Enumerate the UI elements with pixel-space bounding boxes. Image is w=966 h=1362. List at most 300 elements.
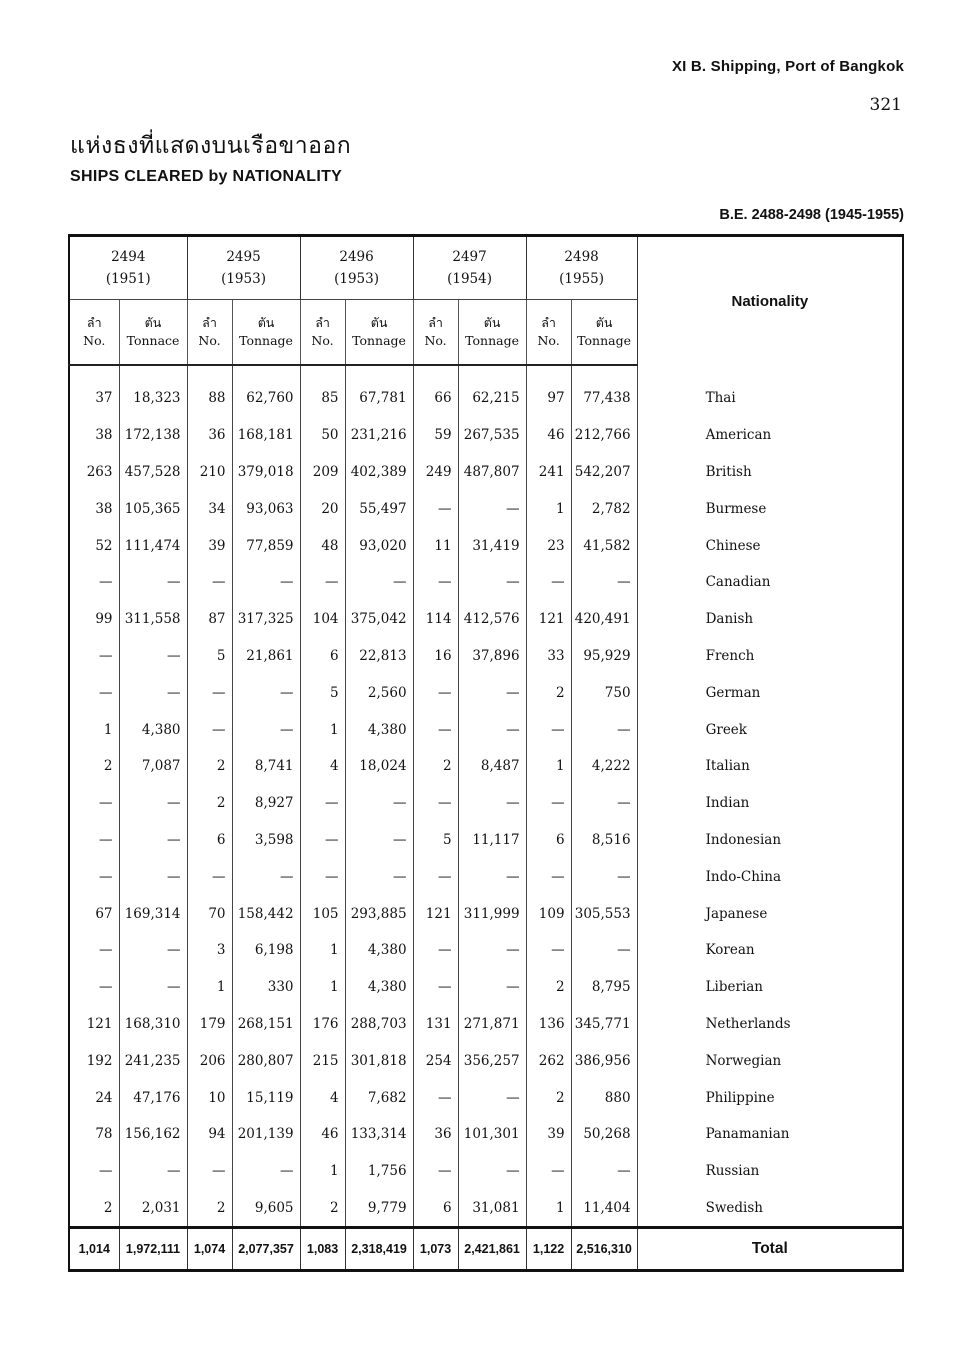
ships-count-cell: 38 — [69, 490, 119, 527]
ships-count-cell: 210 — [187, 454, 232, 491]
nationality-cell: Philippine — [637, 1079, 903, 1116]
nationality-cell: Panamanian — [637, 1116, 903, 1153]
year-be: 2495 — [226, 249, 261, 265]
tonnage-header-thai: ตัน — [483, 315, 501, 330]
tonnage-cell: 3,598 — [232, 822, 300, 859]
year-be: 2496 — [339, 249, 374, 265]
ships-count-cell: 34 — [187, 490, 232, 527]
ships-count-cell: 1 — [187, 969, 232, 1006]
year-ad: (1954) — [447, 271, 492, 287]
tonnage-cell: 168,310 — [119, 1006, 187, 1043]
ships-count-cell: — — [413, 711, 458, 748]
ships-count-cell: 2 — [526, 1079, 571, 1116]
tonnage-cell: — — [458, 785, 526, 822]
tonnage-cell: 2,031 — [119, 1190, 187, 1228]
nationality-cell: American — [637, 417, 903, 454]
tonnage-header — [458, 300, 526, 366]
page-number: 321 — [869, 95, 902, 115]
table-row — [69, 895, 903, 932]
table-row — [69, 932, 903, 969]
ships-count-cell: — — [300, 858, 345, 895]
tonnage-cell: — — [571, 711, 637, 748]
title-thai: แห่งธงที่แสดงบนเรือขาออก — [70, 132, 352, 158]
ships-count-cell: — — [187, 858, 232, 895]
table-row — [69, 822, 903, 859]
tonnage-cell: 880 — [571, 1079, 637, 1116]
tonnage-cell: 169,314 — [119, 895, 187, 932]
ships-count-cell: — — [187, 674, 232, 711]
year-ad: (1955) — [559, 271, 605, 287]
ships-count-cell: 136 — [526, 1006, 571, 1043]
ships-count-cell: 1 — [526, 490, 571, 527]
table-row — [69, 1190, 903, 1228]
ships-count-cell: — — [69, 638, 119, 675]
ships-count-cell: 20 — [300, 490, 345, 527]
table-row — [69, 380, 903, 417]
tonnage-header-thai: ตัน — [595, 315, 613, 330]
table-row — [69, 490, 903, 527]
nationality-cell: Canadian — [637, 564, 903, 601]
ships-count-cell: 66 — [413, 380, 458, 417]
tonnage-cell: 4,380 — [345, 969, 413, 1006]
tonnage-cell: 7,682 — [345, 1079, 413, 1116]
tonnage-cell: 379,018 — [232, 454, 300, 491]
ships-count-cell: — — [413, 785, 458, 822]
tonnage-header-thai: ตัน — [144, 315, 162, 330]
tonnage-cell: — — [458, 969, 526, 1006]
ships-count-cell: 67 — [69, 895, 119, 932]
table-row — [69, 858, 903, 895]
no-header — [526, 300, 571, 366]
ships-count-cell: 1 — [69, 711, 119, 748]
ships-count-cell: 131 — [413, 1006, 458, 1043]
ships-count-cell: 33 — [526, 638, 571, 675]
tonnage-cell: — — [119, 1153, 187, 1190]
ships-count-cell: 121 — [69, 1006, 119, 1043]
nationality-cell: Japanese — [637, 895, 903, 932]
tonnage-cell: — — [345, 564, 413, 601]
ships-count-cell: 50 — [300, 417, 345, 454]
tonnage-cell: 271,871 — [458, 1006, 526, 1043]
tonnage-cell: 375,042 — [345, 601, 413, 638]
table-row — [69, 1153, 903, 1190]
tonnage-cell: 77,859 — [232, 527, 300, 564]
ships-count-cell: 38 — [69, 417, 119, 454]
ships-count-cell: — — [526, 564, 571, 601]
ships-count-cell: 85 — [300, 380, 345, 417]
year-header-row — [69, 236, 903, 300]
ships-count-cell: 249 — [413, 454, 458, 491]
ships-count-cell: 10 — [187, 1079, 232, 1116]
ships-count-cell: 87 — [187, 601, 232, 638]
ships-count-cell: 176 — [300, 1006, 345, 1043]
table-row — [69, 638, 903, 675]
tonnage-header — [345, 300, 413, 366]
tonnage-header-thai: ตัน — [257, 315, 275, 330]
tonnage-cell: 301,818 — [345, 1042, 413, 1079]
ships-count-cell: — — [413, 1153, 458, 1190]
tonnage-cell: 55,497 — [345, 490, 413, 527]
ships-count-cell: — — [526, 858, 571, 895]
tonnage-cell: 8,487 — [458, 748, 526, 785]
ships-count-cell: — — [69, 969, 119, 1006]
tonnage-cell: 105,365 — [119, 490, 187, 527]
ships-count-cell: — — [526, 1153, 571, 1190]
nationality-cell: Burmese — [637, 490, 903, 527]
tonnage-cell: 18,024 — [345, 748, 413, 785]
tonnage-cell: — — [232, 711, 300, 748]
tonnage-cell: 330 — [232, 969, 300, 1006]
tonnage-cell: 67,781 — [345, 380, 413, 417]
ships-count-cell: 6 — [413, 1190, 458, 1228]
ships-count-cell: 215 — [300, 1042, 345, 1079]
ships-count-cell: 179 — [187, 1006, 232, 1043]
tonnage-cell: 111,474 — [119, 527, 187, 564]
tonnage-cell: 356,257 — [458, 1042, 526, 1079]
ships-count-cell: 2 — [187, 748, 232, 785]
table-row — [69, 748, 903, 785]
ships-count-cell: 6 — [526, 822, 571, 859]
tonnage-cell: 22,813 — [345, 638, 413, 675]
ships-count-cell: 241 — [526, 454, 571, 491]
tonnage-cell: — — [119, 785, 187, 822]
ships-count-cell: 206 — [187, 1042, 232, 1079]
tonnage-header-en: Tonnage — [577, 333, 631, 348]
ships-count-cell: — — [69, 822, 119, 859]
ships-count-cell: — — [300, 564, 345, 601]
ships-count-cell: — — [69, 932, 119, 969]
no-header-en: No. — [198, 333, 221, 348]
nationality-cell: Norwegian — [637, 1042, 903, 1079]
total-row — [69, 1228, 903, 1271]
no-header-en: No. — [311, 333, 334, 348]
ships-count-cell: 5 — [300, 674, 345, 711]
tonnage-cell: — — [571, 564, 637, 601]
nationality-cell: Russian — [637, 1153, 903, 1190]
ships-count-cell: — — [413, 564, 458, 601]
tonnage-cell: 412,576 — [458, 601, 526, 638]
tonnage-cell: — — [458, 1079, 526, 1116]
ships-count-cell: — — [526, 932, 571, 969]
tonnage-cell: 41,582 — [571, 527, 637, 564]
tonnage-cell: 212,766 — [571, 417, 637, 454]
total-ships-cell: 1,083 — [300, 1228, 345, 1271]
table-row — [69, 711, 903, 748]
tonnage-cell: 95,929 — [571, 638, 637, 675]
year-header — [69, 236, 187, 300]
no-header — [413, 300, 458, 366]
no-header-thai: ลำ — [315, 315, 330, 330]
tonnage-cell: 11,404 — [571, 1190, 637, 1228]
ships-count-cell: — — [413, 490, 458, 527]
tonnage-cell: — — [232, 674, 300, 711]
total-tonnage-cell: 2,318,419 — [345, 1228, 413, 1271]
ships-count-cell: 78 — [69, 1116, 119, 1153]
no-header-en: No. — [83, 333, 106, 348]
tonnage-cell: — — [458, 674, 526, 711]
tonnage-cell: 2,560 — [345, 674, 413, 711]
ships-count-cell: — — [413, 969, 458, 1006]
ships-count-cell: 97 — [526, 380, 571, 417]
tonnage-cell: 9,605 — [232, 1190, 300, 1228]
tonnage-cell: — — [119, 969, 187, 1006]
nationality-cell: British — [637, 454, 903, 491]
tonnage-cell: 18,323 — [119, 380, 187, 417]
nationality-cell: German — [637, 674, 903, 711]
tonnage-cell: — — [458, 564, 526, 601]
tonnage-cell: 268,151 — [232, 1006, 300, 1043]
nationality-cell: Chinese — [637, 527, 903, 564]
tonnage-cell: 311,999 — [458, 895, 526, 932]
ships-count-cell: 5 — [187, 638, 232, 675]
tonnage-header-en: Tonnage — [239, 333, 293, 348]
tonnage-cell: 457,528 — [119, 454, 187, 491]
ships-count-cell: 2 — [187, 785, 232, 822]
year-header — [300, 236, 413, 300]
no-header-en: No. — [424, 333, 447, 348]
tonnage-cell: 4,222 — [571, 748, 637, 785]
year-header — [413, 236, 526, 300]
tonnage-header-thai: ตัน — [370, 315, 388, 330]
ships-count-cell: — — [413, 1079, 458, 1116]
tonnage-cell: 293,885 — [345, 895, 413, 932]
tonnage-cell: — — [458, 932, 526, 969]
total-label: Total — [637, 1228, 903, 1271]
total-ships-cell: 1,073 — [413, 1228, 458, 1271]
nationality-header: Nationality — [637, 236, 903, 366]
tonnage-cell: — — [119, 638, 187, 675]
ships-count-cell: 209 — [300, 454, 345, 491]
table-row — [69, 417, 903, 454]
nationality-cell: Greek — [637, 711, 903, 748]
tonnage-cell: — — [458, 858, 526, 895]
tonnage-cell: 156,162 — [119, 1116, 187, 1153]
tonnage-cell: 8,516 — [571, 822, 637, 859]
no-header — [300, 300, 345, 366]
tonnage-cell: 288,703 — [345, 1006, 413, 1043]
ships-count-cell: 24 — [69, 1079, 119, 1116]
tonnage-header — [232, 300, 300, 366]
ships-count-cell: 1 — [526, 748, 571, 785]
ships-count-cell: 263 — [69, 454, 119, 491]
no-header-thai: ลำ — [86, 315, 102, 330]
tonnage-cell: 101,301 — [458, 1116, 526, 1153]
ships-count-cell: — — [69, 858, 119, 895]
year-be: 2498 — [564, 249, 599, 265]
ships-count-cell: 254 — [413, 1042, 458, 1079]
ships-count-cell: 46 — [300, 1116, 345, 1153]
ships-count-cell: 99 — [69, 601, 119, 638]
tonnage-cell: 37,896 — [458, 638, 526, 675]
total-tonnage-cell: 2,421,861 — [458, 1228, 526, 1271]
tonnage-cell: 7,087 — [119, 748, 187, 785]
ships-count-cell: — — [69, 674, 119, 711]
tonnage-cell: 542,207 — [571, 454, 637, 491]
total-ships-cell: 1,074 — [187, 1228, 232, 1271]
tonnage-cell: 158,442 — [232, 895, 300, 932]
ships-count-cell: 105 — [300, 895, 345, 932]
ships-count-cell: — — [187, 564, 232, 601]
ships-count-cell: — — [413, 932, 458, 969]
tonnage-cell: 201,139 — [232, 1116, 300, 1153]
table-row — [69, 1006, 903, 1043]
table-row — [69, 969, 903, 1006]
tonnage-cell: 345,771 — [571, 1006, 637, 1043]
ships-count-cell: 70 — [187, 895, 232, 932]
no-header — [187, 300, 232, 366]
tonnage-cell: 750 — [571, 674, 637, 711]
tonnage-cell: 8,927 — [232, 785, 300, 822]
table-row — [69, 454, 903, 491]
tonnage-cell: 267,535 — [458, 417, 526, 454]
tonnage-cell: — — [571, 785, 637, 822]
section-header: XI B. Shipping, Port of Bangkok — [671, 58, 904, 75]
ships-cleared-table — [68, 234, 904, 1272]
tonnage-cell: 93,020 — [345, 527, 413, 564]
ships-count-cell: 1 — [300, 711, 345, 748]
ships-count-cell: 6 — [300, 638, 345, 675]
ships-count-cell: 1 — [300, 932, 345, 969]
year-header — [187, 236, 300, 300]
ships-count-cell: 39 — [526, 1116, 571, 1153]
ships-count-cell: 121 — [526, 601, 571, 638]
ships-count-cell: — — [69, 785, 119, 822]
tonnage-cell: — — [232, 1153, 300, 1190]
ships-count-cell: — — [187, 1153, 232, 1190]
no-header-thai: ลำ — [428, 315, 443, 330]
nationality-cell: Swedish — [637, 1190, 903, 1228]
tonnage-cell: 305,553 — [571, 895, 637, 932]
nationality-cell: Danish — [637, 601, 903, 638]
total-ships-cell: 1,014 — [69, 1228, 119, 1271]
total-tonnage-cell: 1,972,111 — [119, 1228, 187, 1271]
nationality-cell: Liberian — [637, 969, 903, 1006]
tonnage-cell: — — [458, 490, 526, 527]
year-ad: (1953) — [221, 271, 266, 287]
ships-count-cell: 2 — [526, 969, 571, 1006]
ships-count-cell: — — [69, 564, 119, 601]
period-label: B.E. 2488-2498 (1945-1955) — [719, 207, 904, 223]
ships-count-cell: 2 — [187, 1190, 232, 1228]
ships-count-cell: 39 — [187, 527, 232, 564]
tonnage-cell: 62,760 — [232, 380, 300, 417]
ships-count-cell: 36 — [413, 1116, 458, 1153]
tonnage-cell: 62,215 — [458, 380, 526, 417]
ships-count-cell: 88 — [187, 380, 232, 417]
tonnage-cell: 15,119 — [232, 1079, 300, 1116]
nationality-cell: French — [637, 638, 903, 675]
ships-count-cell: 192 — [69, 1042, 119, 1079]
table-row — [69, 1079, 903, 1116]
tonnage-cell: 11,117 — [458, 822, 526, 859]
ships-count-cell: — — [526, 785, 571, 822]
table-row — [69, 785, 903, 822]
nationality-cell: Netherlands — [637, 1006, 903, 1043]
tonnage-cell: 9,779 — [345, 1190, 413, 1228]
nationality-cell: Indo-China — [637, 858, 903, 895]
ships-count-cell: — — [69, 1153, 119, 1190]
year-ad: (1951) — [105, 271, 151, 287]
tonnage-header — [571, 300, 637, 366]
tonnage-cell: 280,807 — [232, 1042, 300, 1079]
tonnage-header-en: Tonnage — [465, 333, 519, 348]
tonnage-cell: 77,438 — [571, 380, 637, 417]
ships-count-cell: 109 — [526, 895, 571, 932]
tonnage-cell: 172,138 — [119, 417, 187, 454]
nationality-cell: Indian — [637, 785, 903, 822]
ships-count-cell: 104 — [300, 601, 345, 638]
table-row — [69, 601, 903, 638]
ships-count-cell: 4 — [300, 748, 345, 785]
tonnage-cell: 21,861 — [232, 638, 300, 675]
ships-count-cell: — — [187, 711, 232, 748]
ships-count-cell: 3 — [187, 932, 232, 969]
nationality-cell: Italian — [637, 748, 903, 785]
ships-cleared-table-container — [68, 234, 902, 1272]
tonnage-cell: 31,081 — [458, 1190, 526, 1228]
ships-count-cell: 36 — [187, 417, 232, 454]
ships-count-cell: — — [300, 822, 345, 859]
ships-count-cell: — — [526, 711, 571, 748]
ships-count-cell: 114 — [413, 601, 458, 638]
tonnage-cell: 311,558 — [119, 601, 187, 638]
tonnage-cell: 231,216 — [345, 417, 413, 454]
table-row — [69, 674, 903, 711]
tonnage-cell: 4,380 — [345, 932, 413, 969]
year-be: 2494 — [111, 249, 146, 265]
ships-count-cell: 121 — [413, 895, 458, 932]
table-row — [69, 1116, 903, 1153]
tonnage-cell: 386,956 — [571, 1042, 637, 1079]
tonnage-cell: 1,756 — [345, 1153, 413, 1190]
total-tonnage-cell: 2,516,310 — [571, 1228, 637, 1271]
tonnage-cell: 8,741 — [232, 748, 300, 785]
ships-count-cell: 23 — [526, 527, 571, 564]
ships-count-cell: 94 — [187, 1116, 232, 1153]
ships-count-cell: — — [413, 858, 458, 895]
tonnage-cell: 4,380 — [345, 711, 413, 748]
ships-count-cell: 52 — [69, 527, 119, 564]
tonnage-cell: 2,782 — [571, 490, 637, 527]
ships-count-cell: 48 — [300, 527, 345, 564]
tonnage-cell: 47,176 — [119, 1079, 187, 1116]
table-row — [69, 564, 903, 601]
tonnage-cell: — — [232, 858, 300, 895]
ships-count-cell: 16 — [413, 638, 458, 675]
tonnage-header-en: Tonnage — [352, 333, 406, 348]
tonnage-cell: — — [458, 1153, 526, 1190]
tonnage-cell: — — [119, 674, 187, 711]
tonnage-cell: 133,314 — [345, 1116, 413, 1153]
ships-count-cell: 6 — [187, 822, 232, 859]
tonnage-cell: — — [232, 564, 300, 601]
tonnage-cell: 241,235 — [119, 1042, 187, 1079]
ships-count-cell: 5 — [413, 822, 458, 859]
tonnage-cell: — — [345, 785, 413, 822]
tonnage-cell: 93,063 — [232, 490, 300, 527]
ships-count-cell: 46 — [526, 417, 571, 454]
ships-count-cell: — — [300, 785, 345, 822]
year-ad: (1953) — [334, 271, 379, 287]
table-row — [69, 527, 903, 564]
tonnage-cell: 487,807 — [458, 454, 526, 491]
nationality-cell: Indonesian — [637, 822, 903, 859]
ships-count-cell: — — [413, 674, 458, 711]
tonnage-cell: 4,380 — [119, 711, 187, 748]
nationality-cell: Korean — [637, 932, 903, 969]
tonnage-cell: 8,795 — [571, 969, 637, 1006]
ships-count-cell: 1 — [300, 1153, 345, 1190]
